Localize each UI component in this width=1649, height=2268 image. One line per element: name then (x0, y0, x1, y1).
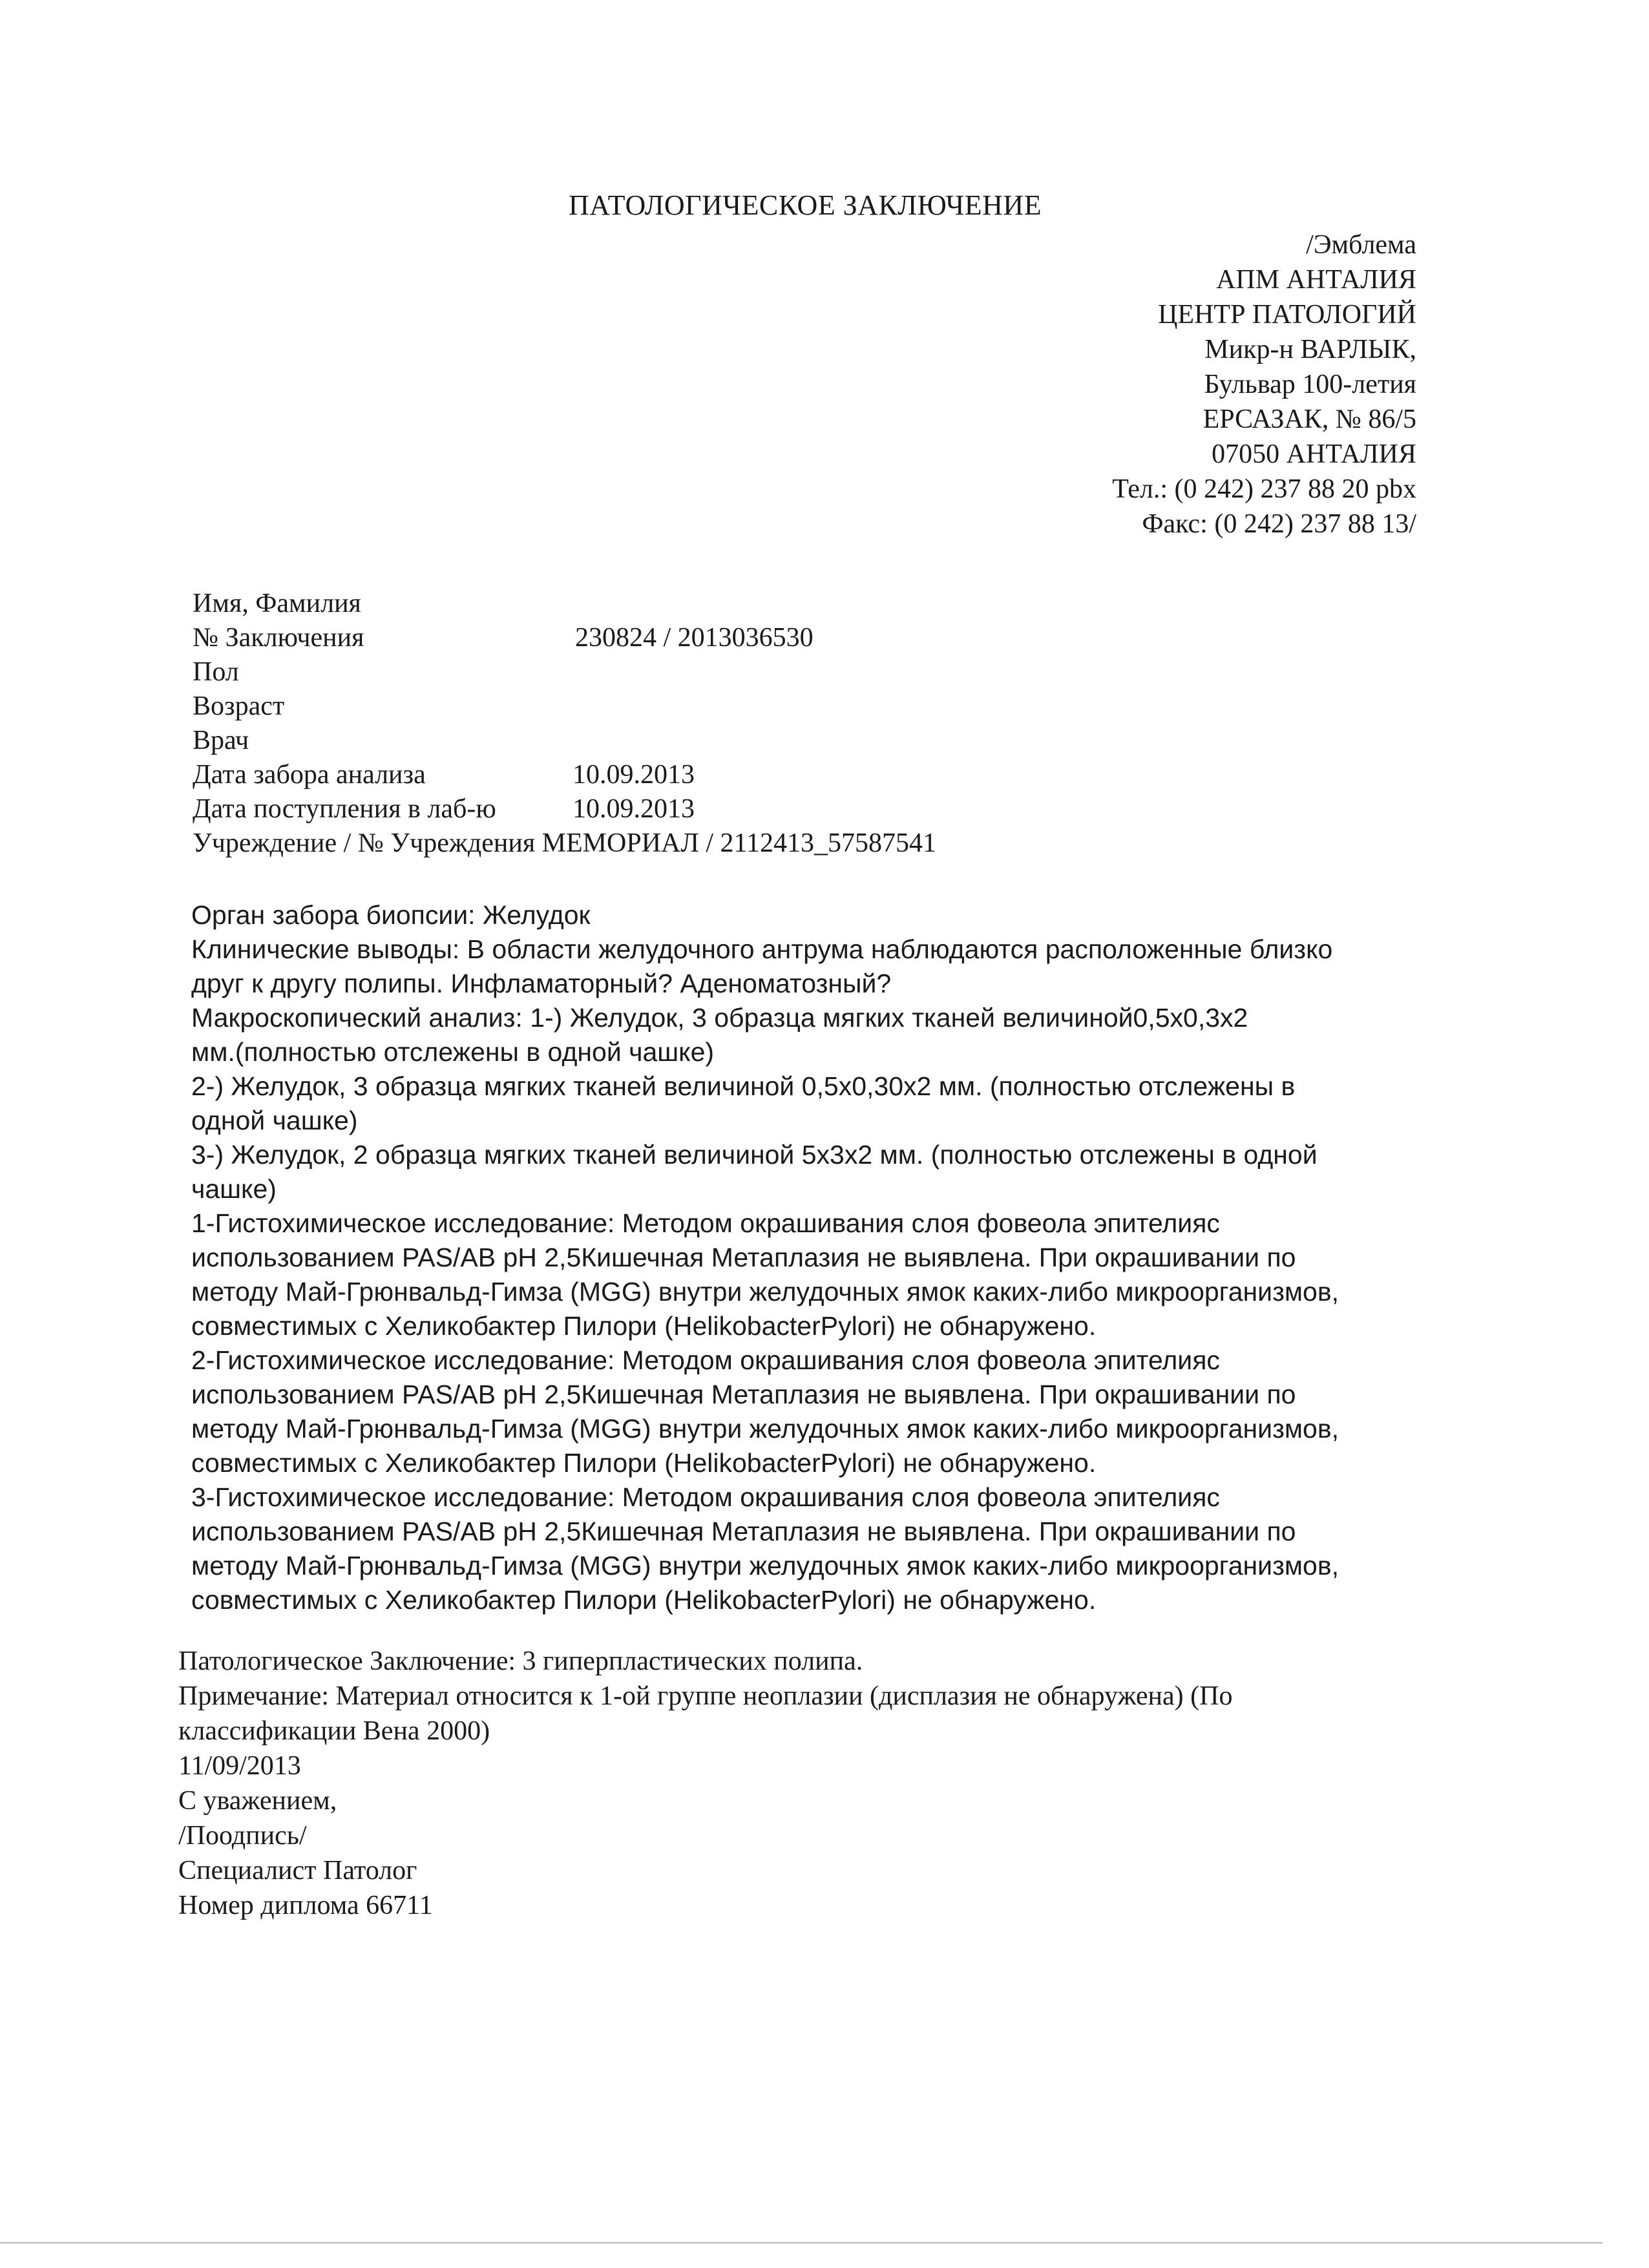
body-line-macro-4: одной чашке) (191, 1106, 358, 1135)
body-line-histo-1a: 1-Гистохимическое исследование: Методом окрашивания слоя фовеола эпителияс (191, 1208, 1220, 1238)
body-line-clinical-2: друг к другу полипы. Инфламаторный? Аденоматозный? (191, 969, 892, 998)
conclusion-note-2: классификации Вена 2000) (178, 1716, 490, 1746)
age-label: Возраст (193, 691, 285, 721)
body-line-histo-1d: совместимых с Хеликобактер Пилори (HelikobacterPylori) не обнаружено. (191, 1311, 1097, 1341)
sample-date-label: Дата забора анализа (193, 760, 426, 790)
body-line-macro-1: Макроскопический анализ: 1-) Желудок, 3 образца мягких тканей величиной0,5х0,3х2 (191, 1003, 1248, 1033)
document-title: ПАТОЛОГИЧЕСКОЕ ЗАКЛЮЧЕНИЕ (569, 189, 1042, 221)
body-line-histo-1b: использованием PAS/AB pH 2,5Кишечная Метаплазия не выявлена. При окрашивании по (191, 1243, 1296, 1272)
conclusion-date: 11/09/2013 (178, 1751, 301, 1781)
conclusion-block (178, 1644, 1232, 1923)
address-phone: Тел.: (0 242) 237 88 20 pbx (1112, 474, 1416, 504)
body-line-histo-3d: совместимых с Хеликобактер Пилори (HelikobacterPylori) не обнаружено. (191, 1585, 1097, 1615)
address-street: Бульвар 100-летия (1204, 370, 1416, 399)
body-line-macro-5: 3-) Желудок, 2 образца мягких тканей величиной 5х3х2 мм. (полностью отслежены в одной (191, 1140, 1318, 1170)
body-line-histo-3c: методу Май-Грюнвальд-Гимза (MGG) внутри желудочных ямок каких-либо микроорганизмов, (191, 1551, 1339, 1580)
conclusion-specialist: Специалист Патолог (178, 1856, 417, 1885)
conclusion-diploma: Номер диплома 66711 (178, 1891, 433, 1920)
body-line-histo-2d: совместимых с Хеликобактер Пилори (HelikobacterPylori) не обнаружено. (191, 1448, 1097, 1478)
conclusion-note-1: Примечание: Материал относится к 1-ой группе неоплазии (дисплазия не обнаружена) (По (178, 1681, 1233, 1711)
address-fax: Факс: (0 242) 237 88 13/ (1142, 509, 1416, 539)
received-date-label: Дата поступления в лаб-ю (193, 794, 496, 824)
received-date-value: 10.09.2013 (572, 794, 695, 824)
institution-line: Учреждение / № Учреждения МЕМОРИАЛ / 2112413_57587541 (193, 828, 936, 858)
address-district: Микр-н ВАРЛЫК, (1204, 335, 1416, 364)
address-city: 07050 АНТАЛИЯ (1212, 439, 1416, 469)
name-label: Имя, Фамилия (193, 589, 361, 618)
body-line-macro-2: мм.(полностью отслежены в одной чашке) (191, 1037, 715, 1067)
body-line-organ: Орган забора биопсии: Желудок (191, 900, 591, 930)
body-line-clinical-1: Клинические выводы: В области желудочного антрума наблюдаются расположенные близко (191, 934, 1333, 964)
scan-edge-line (0, 2242, 1602, 2243)
conclusion-diagnosis: Патологическое Заключение: 3 гиперпластических полипа. (178, 1646, 863, 1676)
lab-address-block (770, 227, 1416, 541)
sex-label: Пол (193, 657, 239, 687)
report-no-label: № Заключения (193, 623, 364, 653)
body-line-histo-2a: 2-Гистохимическое исследование: Методом окрашивания слоя фовеола эпителияс (191, 1345, 1220, 1375)
body-line-histo-2b: использованием PAS/AB pH 2,5Кишечная Метаплазия не выявлена. При окрашивании по (191, 1380, 1296, 1409)
body-line-histo-3a: 3-Гистохимическое исследование: Методом окрашивания слоя фовеола эпителияс (191, 1482, 1220, 1512)
lab-department: ЦЕНТР ПАТОЛОГИЙ (1158, 300, 1416, 330)
report-no-value: 230824 / 2013036530 (575, 623, 814, 653)
body-line-histo-2c: методу Май-Грюнвальд-Гимза (MGG) внутри желудочных ямок каких-либо микроорганизмов, (191, 1414, 1339, 1444)
lab-name: АПМ АНТАЛИЯ (1216, 265, 1416, 295)
address-building: ЕРСАЗАК, № 86/5 (1203, 404, 1416, 434)
sample-date-value: 10.09.2013 (572, 760, 695, 790)
emblem-note: /Эмблема (1306, 230, 1416, 260)
body-line-histo-3b: использованием PAS/AB pH 2,5Кишечная Метаплазия не выявлена. При окрашивании по (191, 1517, 1296, 1546)
body-line-histo-1c: методу Май-Грюнвальд-Гимза (MGG) внутри желудочных ямок каких-либо микроорганизмов, (191, 1277, 1339, 1307)
report-body (191, 898, 1339, 1617)
body-line-macro-6: чашке) (191, 1174, 277, 1204)
doctor-label: Врач (193, 726, 249, 755)
conclusion-signature: /Поодпись/ (178, 1821, 307, 1851)
conclusion-regards: С уважением, (178, 1786, 337, 1816)
body-line-macro-3: 2-) Желудок, 3 образца мягких тканей величиной 0,5х0,30х2 мм. (полностью отслежены в (191, 1071, 1296, 1101)
